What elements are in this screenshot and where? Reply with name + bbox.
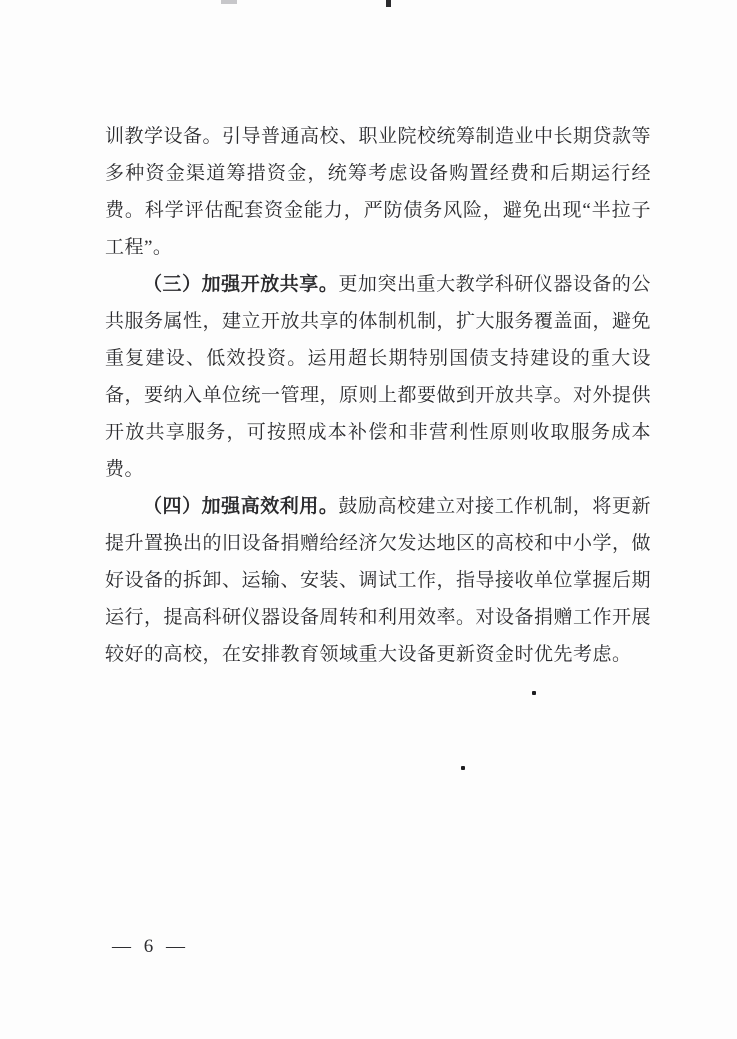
paragraph-text: 更加突出重大教学科研仪器设备的公共服务属性，建立开放共享的体制机制，扩大服务覆盖面，避免重复建设、低效投资。运用超长期特别国债支持建设的重大设备，要纳入单位统一管理，原则上都要做到开放共享。对外提供开放共享服务，可按照成本补偿和非营利性原则收取服务成本费。 [105, 274, 652, 480]
paragraph-item-4 [105, 488, 651, 673]
scan-artifact-mark [386, 0, 391, 7]
paragraph-lead: （三）加强开放共享。 [143, 274, 339, 295]
scan-speckle [461, 766, 465, 770]
paragraph-text: 鼓励高校建立对接工作机制，将更新提升置换出的旧设备捐赠给经济欠发达地区的高校和中小学，做好设备的拆卸、运输、安装、调试工作，指导接收单位掌握后期运行，提高科研仪器设备周转和利用效率。对设备捐赠工作开展较好的高校，在安排教育领域重大设备更新资金时优先考虑。 [105, 496, 652, 665]
page-number: — 6 — [112, 936, 186, 957]
paragraph-continuation [105, 118, 651, 266]
scan-artifact-smudge [221, 0, 237, 4]
paragraph-item-3 [105, 266, 651, 488]
scan-speckle [532, 691, 536, 695]
document-body [105, 118, 651, 673]
paragraph-text: 训教学设备。引导普通高校、职业院校统筹制造业中长期贷款等多种资金渠道筹措资金，统筹考虑设备购置经费和后期运行经费。科学评估配套资金能力，严防债务风险，避免出现“半拉子工程”。 [105, 126, 652, 258]
paragraph-lead: （四）加强高效利用。 [143, 496, 339, 517]
